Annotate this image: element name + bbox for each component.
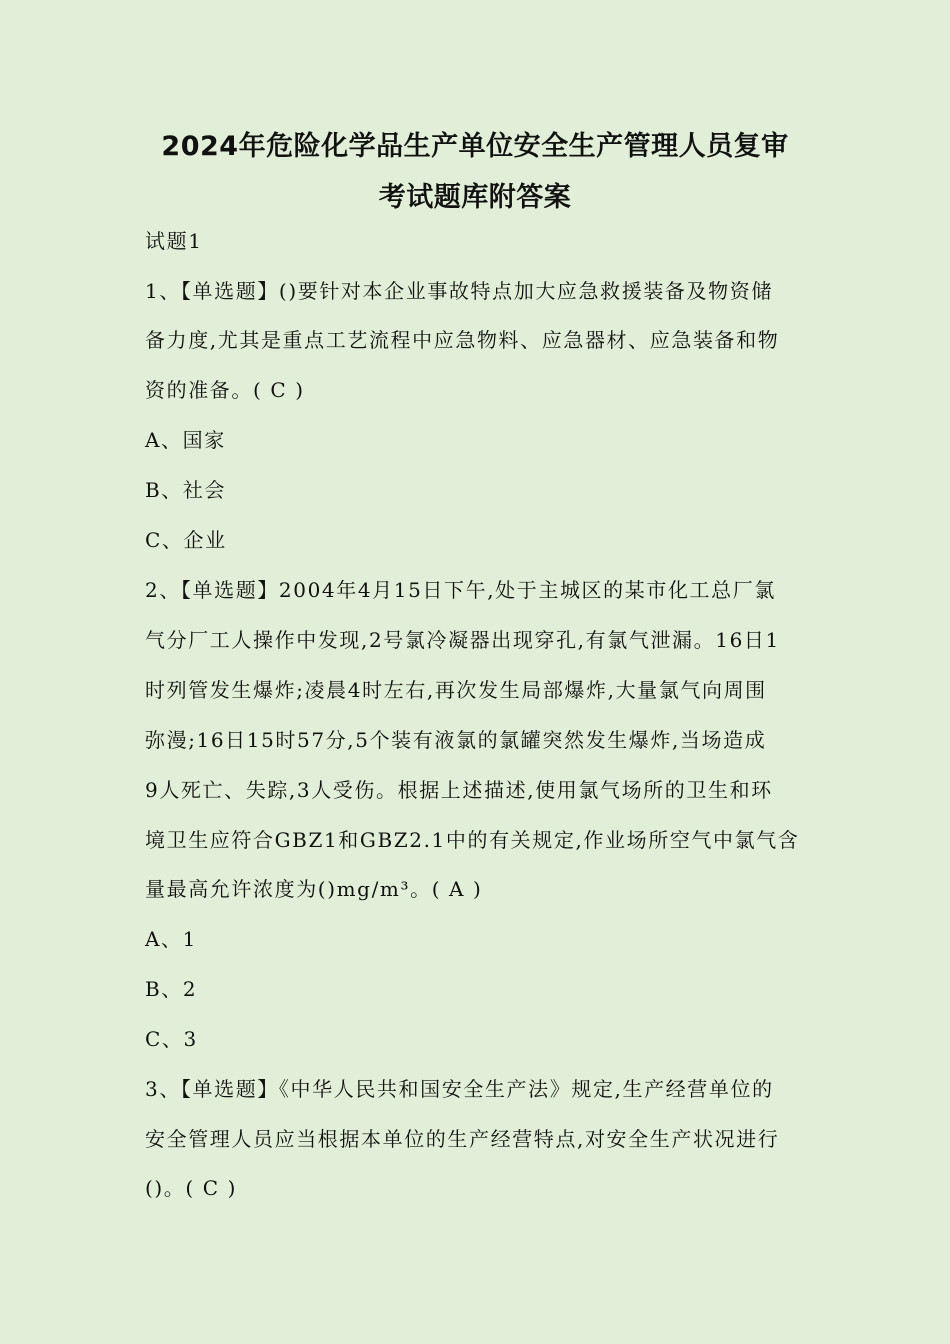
q1-option-c: C、企业 — [145, 528, 227, 552]
q3-text-line-2: 安全管理人员应当根据本单位的生产经营特点,对安全生产状况进行 — [145, 1127, 780, 1151]
q1-option-b: B、社会 — [145, 478, 227, 502]
q2-text-line-6: 境卫生应符合GBZ1和GBZ2.1中的有关规定,作业场所空气中氯气含 — [145, 828, 800, 852]
q2-text-line-3: 时列管发生爆炸;凌晨4时左右,再次发生局部爆炸,大量氯气向周围 — [145, 678, 767, 702]
q1-option-a: A、国家 — [145, 428, 226, 452]
q1-text-line-3: 资的准备。( C ) — [145, 378, 305, 402]
q2-text-line-1: 2、【单选题】2004年4月15日下午,处于主城区的某市化工总厂氯 — [145, 578, 776, 602]
q1-text-line-1: 1、【单选题】()要针对本企业事故特点加大应急救援装备及物资储 — [145, 279, 773, 303]
q2-option-a: A、1 — [145, 927, 197, 951]
q1-text-line-2: 备力度,尤其是重点工艺流程中应急物料、应急器材、应急装备和物 — [145, 328, 780, 352]
q2-text-line-4: 弥漫;16日15时57分,5个装有液氯的氯罐突然发生爆炸,当场造成 — [145, 728, 767, 752]
q2-option-c: C、3 — [145, 1027, 198, 1051]
q3-text-line-1: 3、【单选题】《中华人民共和国安全生产法》规定,生产经营单位的 — [145, 1077, 774, 1101]
section-label: 试题1 — [145, 229, 203, 253]
document-title-line-1: 2024年危险化学品生产单位安全生产管理人员复审 — [161, 131, 789, 162]
q2-text-line-7: 量最高允许浓度为()mg/m³。( A ) — [145, 877, 483, 901]
document-title-line-2: 考试题库附答案 — [378, 182, 572, 213]
q3-text-line-3: ()。( C ) — [145, 1176, 238, 1200]
q2-text-line-2: 气分厂工人操作中发现,2号氯冷凝器出现穿孔,有氯气泄漏。16日1 — [145, 628, 780, 652]
q2-text-line-5: 9人死亡、失踪,3人受伤。根据上述描述,使用氯气场所的卫生和环 — [145, 778, 773, 802]
q2-option-b: B、2 — [145, 977, 198, 1001]
